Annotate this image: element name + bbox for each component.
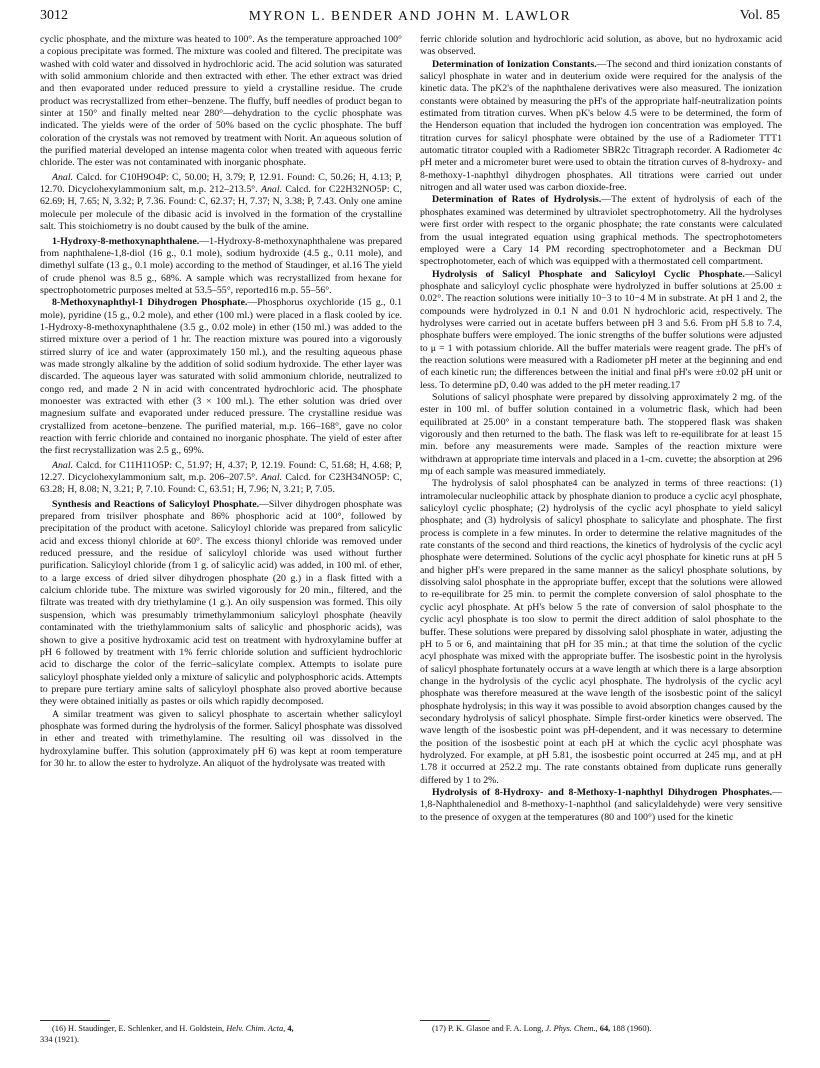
footnote-authors: (16) H. Staudinger, E. Schlenker, and H. Goldstein,	[52, 1024, 225, 1033]
footnote-volume: 64,	[599, 1024, 611, 1033]
footnote-text	[40, 1024, 402, 1045]
footnote-pages: 188 (1960).	[612, 1024, 652, 1033]
section-paragraph	[40, 499, 402, 709]
paragraph: ferric chloride solution and hydrochloric acid solution, as above, but no hydroxamic acid was observed.	[420, 34, 782, 58]
footnote-pages: 334 (1921).	[40, 1034, 80, 1044]
running-header	[40, 8, 780, 30]
footnote-rule	[420, 1020, 490, 1021]
analysis-paragraph	[40, 460, 402, 497]
section-title: Hydrolysis of Salicyl Phosphate and Salicyloyl Cyclic Phosphate.	[432, 268, 745, 280]
section-paragraph	[420, 269, 782, 392]
footnote-17	[420, 1020, 782, 1035]
section-title: Determination of Rates of Hydrolysis.	[432, 194, 602, 206]
footnote-16	[40, 1020, 402, 1045]
anal-label: Anal.	[52, 171, 74, 183]
section-paragraph	[420, 194, 782, 268]
section-text: —The extent of hydrolysis of each of the phosphates examined was determined by ultraviolet spectrophotometry. All the hydrolyses were first order with respect to the organic phosphate; the rate constants were calculated from the usual integrated equation using graphical methods. The spectrophotometers employed were a Cary 14 PM recording spectrophotometer and a Beckman DU spectrophotometer, each of which was equipped with a thermostated cell compartment.	[420, 194, 782, 268]
page-number: 3012	[40, 8, 68, 23]
analysis-text: Calcd. for C11H11O5P: C, 51.97; H, 4.37; P, 12.19. Found: C, 51.68; H, 4.68; P, 12.27. Dicyclohexylammonium salt, m.p. 206–207.5°.	[40, 459, 402, 484]
right-column	[420, 34, 782, 1014]
section-paragraph	[40, 236, 402, 298]
section-paragraph	[40, 297, 402, 457]
section-text: —The second and third ionization constants of salicyl phosphate in water and in deuterium oxide were required for the analysis of the kinetic data. The pK2's of the naphthalene derivatives were also measured. The ionization constants were obtained by measuring the pH's of the appropriate half-neutralization points estimated from titration curves. When pK's below 4.5 were to be determined, the form of the Henderson equation that included the hydrogen ion concentration was employed. The titration curves for salicyl phosphate were obtained by the use of a Radiometer TTT1 automatic titrator coupled with a Radiometer SBR2c Titragraph recorder. A Radiometer 4c pH meter and a micrometer buret were used to obtain the titration curves of 8-hydroxy- and 8-methoxy-1-naphthyl dihydrogen phosphates. All titrations were carried out under nitrogen and all water used was carbon dioxide-free.	[420, 58, 782, 194]
analysis-paragraph	[40, 172, 402, 234]
section-paragraph	[420, 787, 782, 824]
running-authors: MYRON L. BENDER AND JOHN M. LAWLOR	[248, 8, 572, 23]
footnote-journal: J. Phys. Chem.,	[545, 1024, 598, 1033]
section-title: Determination of Ionization Constants.	[432, 58, 597, 70]
paragraph: The hydrolysis of salol phosphate4 can be analyzed in terms of three reactions: (1) intramolecular nucleophilic attack by phosphate dianion to produce a cyclic acyl phosphate, salicyloyl cyclic phosphate; (2) hydrolysis of the cyclic acyl phosphate to yield salicyl phosphate; and (3) hydrolysis of salicyl phosphate to salicylate and phosphate. The first process is complete in a few minutes. In order to determine the relative magnitudes of the rate constants of the second and third reactions, the kinetics of hydrolysis of the cyclic acyl phosphate were determined. Solutions of the cyclic acyl phosphate for kinetic runs at pH 5 and higher pH's were prepared in the same manner as the salicyl phosphate solutions, by dissolving salol phosphate in the appropriate buffer, except that the solutions were allowed to re-equilibrate for 25 min. to permit the complete conversion of salol phosphate to the cyclic acyl phosphate. At pH's below 5 the rate of conversion of salol phosphate to the cyclic acyl phosphate is too slow to permit the direct addition of salol phosphate to the buffer. These solutions were prepared by dissolving salol phosphate in water, adjusting the pH to 5 or 6, and maintaining that pH for 35 min.; at that time the solution of the cyclic acyl phosphate was mixed with the appropriate buffer. The isosbestic point in the hyrolysis of salicyl phosphate fortunately occurs at a wave length at which there is a large absorption change in the hydrolysis of the cyclic acyl phosphate. The hydrolysis of the cyclic acyl phosphate was therefore measured at the wave length of the isosbestic point of the salicyl phosphate hydrolysis; in this way it was possible to avoid absorption changes caused by the secondary hydrolysis of salicyl phosphate. Simple first-order kinetics were observed. The wave length of the isosbestic point was pH-dependent, and it was necessary to determine the position of the isosbestic point at each pH at which the cyclic acyl phosphate was hydrolyzed. For example, at pH 5.81, the isosbestic point occurred at 245 mμ, and at pH 1.78 it occurred at 252.2 mμ. The rate constants obtained from duplicate runs generally differed by 1 to 2%.	[420, 478, 782, 786]
section-text: —Silver dihydrogen phosphate was prepared from trisilver phosphate and 86% phosphoric acid at 100°, followed by precipitation of the product with acetone. Salicyloyl chloride was prepared from salicylic acid and excess thionyl chloride at 60°. The excess thionyl chloride was removed under reduced pressure, and the residue of salicyloyl chloride was used without further purification. Salicyloyl chloride (from 1 g. of salicylic acid) was added, in 100 ml. of ether, to a large excess of dried silver dihydrogen phosphate (20 g.) in a flask fitted with a calcium chloride tube. The mixture was swirled vigorously for 20 min., filtered, and the filtrate was treated with dry triethylamine (1 g.). An oily suspension was formed. This oily suspension, which was presumably trimethylammonium salicyloyl phosphate (heavily contaminated with the triethylammonium salts of salicylic and phosphoric acids), was shown to give a positive hydroxamic acid test on treatment with hydroxylamine buffer at pH 6 followed by treatment with 1% ferric chloride solution and sufficient hydrochloric acid to discharge the color of the ferric–salicylate complex. Attempts to isolate pure salicyloyl phosphate yielded only a mixture of salicylic and polyphosphoric acids. Attempts to prepare pure tertiary amine salts of salicyloyl phosphate also proved abortive because they were obtained initially as pastes or oils which rapidly decomposed.	[40, 498, 402, 708]
footnote-volume: 4,	[287, 1024, 294, 1033]
paragraph: cyclic phosphate, and the mixture was heated to 100°. As the temperature approached 100° a copious precipitate was formed. The mixture was cooled and filtered. The precipitate was washed with cold water and dissolved in hydrochloric acid. The acid solution was saturated with solid ammonium chloride and then extracted with ether. The ether extract was dried and then evaporated under reduced pressure to yield a crystalline residue. The crude product was recrystallized from ether–benzene. The fluffy, buff needles of product began to sinter at 150° and finally melted near 280°—dehydration to the cyclic phosphate was indicated. The yields were of the order of 50% based on the cyclic phosphate. The buff coloration of the crystals was not removed by treatment with Norit. An aqueous solution of the purified material developed an intense magenta color when treated with aqueous ferric chloride. The ester was not contaminated with inorganic phosphate.	[40, 34, 402, 169]
footnote-journal: Helv. Chim. Acta,	[226, 1024, 286, 1033]
section-text: —1,8-Naphthalenediol and 8-methoxy-1-naphthol (and salicylaldehyde) were very sensitive to the presence of oxygen at the temperatures (80 and 100°) used for the kinetic	[420, 786, 782, 823]
section-paragraph	[420, 59, 782, 195]
analysis-text: Calcd. for C22H32NO5P: C, 62.69; H, 7.65; N, 3.32; P, 7.36. Found: C, 62.37; H, 7.37; N, 3.38; P, 7.43. Only one amine molecule per molecule of the dibasic acid is involved in the formation of the crystalline salt. This stoichiometry is no doubt caused by the bulk of the amine.	[40, 184, 402, 233]
footnote-text	[420, 1024, 782, 1035]
anal-label: Anal.	[52, 459, 74, 471]
section-title: 8-Methoxynaphthyl-1 Dihydrogen Phosphate.	[52, 297, 248, 309]
paragraph: A similar treatment was given to salicyl phosphate to ascertain whether salicyloyl phosphate was formed during the hydrolysis of the former. Salicyl phosphate was dissolved in ether and treated with trimethylamine. The resulting oil was dissolved in the hydroxylamine buffer. This solution (approximately pH 6) was kept at room temperature for 30 hr. to allow the ester to hydrolyze. An aliquot of the hydrolysate was treated with	[40, 708, 402, 769]
anal-label: Anal.	[260, 184, 283, 196]
paragraph: Solutions of salicyl phosphate were prepared by dissolving approximately 2 mg. of the ester in 100 ml. of buffer solution contained in a volumetric flask, which had been equilibrated at 25.00° in a constant temperature bath. The stoppered flask was shaken vigorously and then returned to the bath. The flask was left to re-equilibrate for at least 15 min. before any measurements were made. Samples of the reaction mixture were withdrawn at appropriate time intervals and placed in a 1-cm. cuvette; the absorption at 296 mμ of each sample was measured immediately.	[420, 391, 782, 478]
anal-label: Anal.	[260, 472, 283, 484]
section-text: —Salicyl phosphate and salicyloyl cyclic phosphate were hydrolyzed in buffer solutions at 25.00 ± 0.02°. The reaction solutions were initially 10−3 to 10−4 M in substrate. At pH 1 and 2, the compounds were hydrolyzed in 0.1 N and 0.01 N hydrochloric acid, respectively. The hydrolyses were carried out in acetate buffers between pH 3 and 5.6. From pH 5.8 to 7.4, phosphate buffers were employed. The ionic strengths of the buffer solutions were adjusted to μ = 1 with potassium chloride. All the buffer materials were reagent grade. The pH's of the reaction solutions were measured with a Radiometer pH meter at the beginning and end of each kinetic run; the differences between the initial and final pH's were ±0.02 pH unit or less. To determine pD, 0.40 was added to the pH meter reading.17	[420, 268, 782, 391]
footnote-authors: (17) P. K. Glasoe and F. A. Long,	[432, 1024, 544, 1033]
section-title: Synthesis and Reactions of Salicyloyl Phosphate.	[52, 498, 260, 510]
section-title: Hydrolysis of 8-Hydroxy- and 8-Methoxy-1-naphthyl Dihydrogen Phosphates.	[432, 786, 773, 798]
footnote-rule	[40, 1020, 110, 1021]
section-text: —1-Hydroxy-8-methoxynaphthalene was prepared from naphthalene-1,8-diol (16 g., 0.1 mole), sodium hydroxide (4.5 g., 0.11 mole), and dimethyl sulfate (13 g., 0.1 mole) according to the method of Staudinger, et al.16 The yield of crude phenol was 8.5 g., 68%. A sample which was recrystallized from hexane for spectrophotometric purposes melted at 53.5–55°, reported16 m.p. 55–56°.	[40, 235, 402, 296]
section-title: 1-Hydroxy-8-methoxynaphthalene.	[52, 235, 200, 247]
volume-label: Vol. 85	[739, 8, 780, 23]
section-text: —Phosphorus oxychloride (15 g., 0.1 mole), pyridine (15 g., 0.2 mole), and ether (100 ml.) were placed in a flask cooled by ice. 1-Hydroxy-8-methoxynaphthalene (3.5 g., 0.02 mole) in ether (150 ml.) was added to the stirred mixture over a period of 1 hr. The reaction mixture was poured into a vigorously stirred slurry of ice and water (approximately 150 ml.), and the resulting aqueous phase was made strongly alkaline by the addition of solid sodium hydroxide. The ether layer was discarded. The aqueous layer was saturated with solid ammonium chloride, neutralized to congo red, and made 2 N in acid with concentrated hydrochloric acid. The phosphate monoester was extracted with ether (3 × 100 ml.). The ether solution was dried over magnesium sulfate and evaporated under reduced pressure. The crystalline residue was crystallized from acetone–benzene. The purified material, m.p. 166–168°, gave no color reaction with ferric chloride and contained no inorganic phosphate. The yield of ester after the first recrystallization was 2.5 g., 69%.	[40, 297, 402, 457]
analysis-text: Calcd. for C23H34NO5P: C, 63.28; H, 8.08; N, 3.21; P, 7.10. Found: C, 63.51; H, 7.96; N, 3.21; P, 7.05.	[40, 472, 402, 496]
left-column	[40, 34, 402, 1014]
analysis-text: Calcd. for C10H9O4P: C, 50.00; H, 3.79; P, 12.91. Found: C, 50.26; H, 4.13; P, 12.70. Dicyclohexylammonium salt, m.p. 212–213.5°.	[40, 171, 402, 196]
